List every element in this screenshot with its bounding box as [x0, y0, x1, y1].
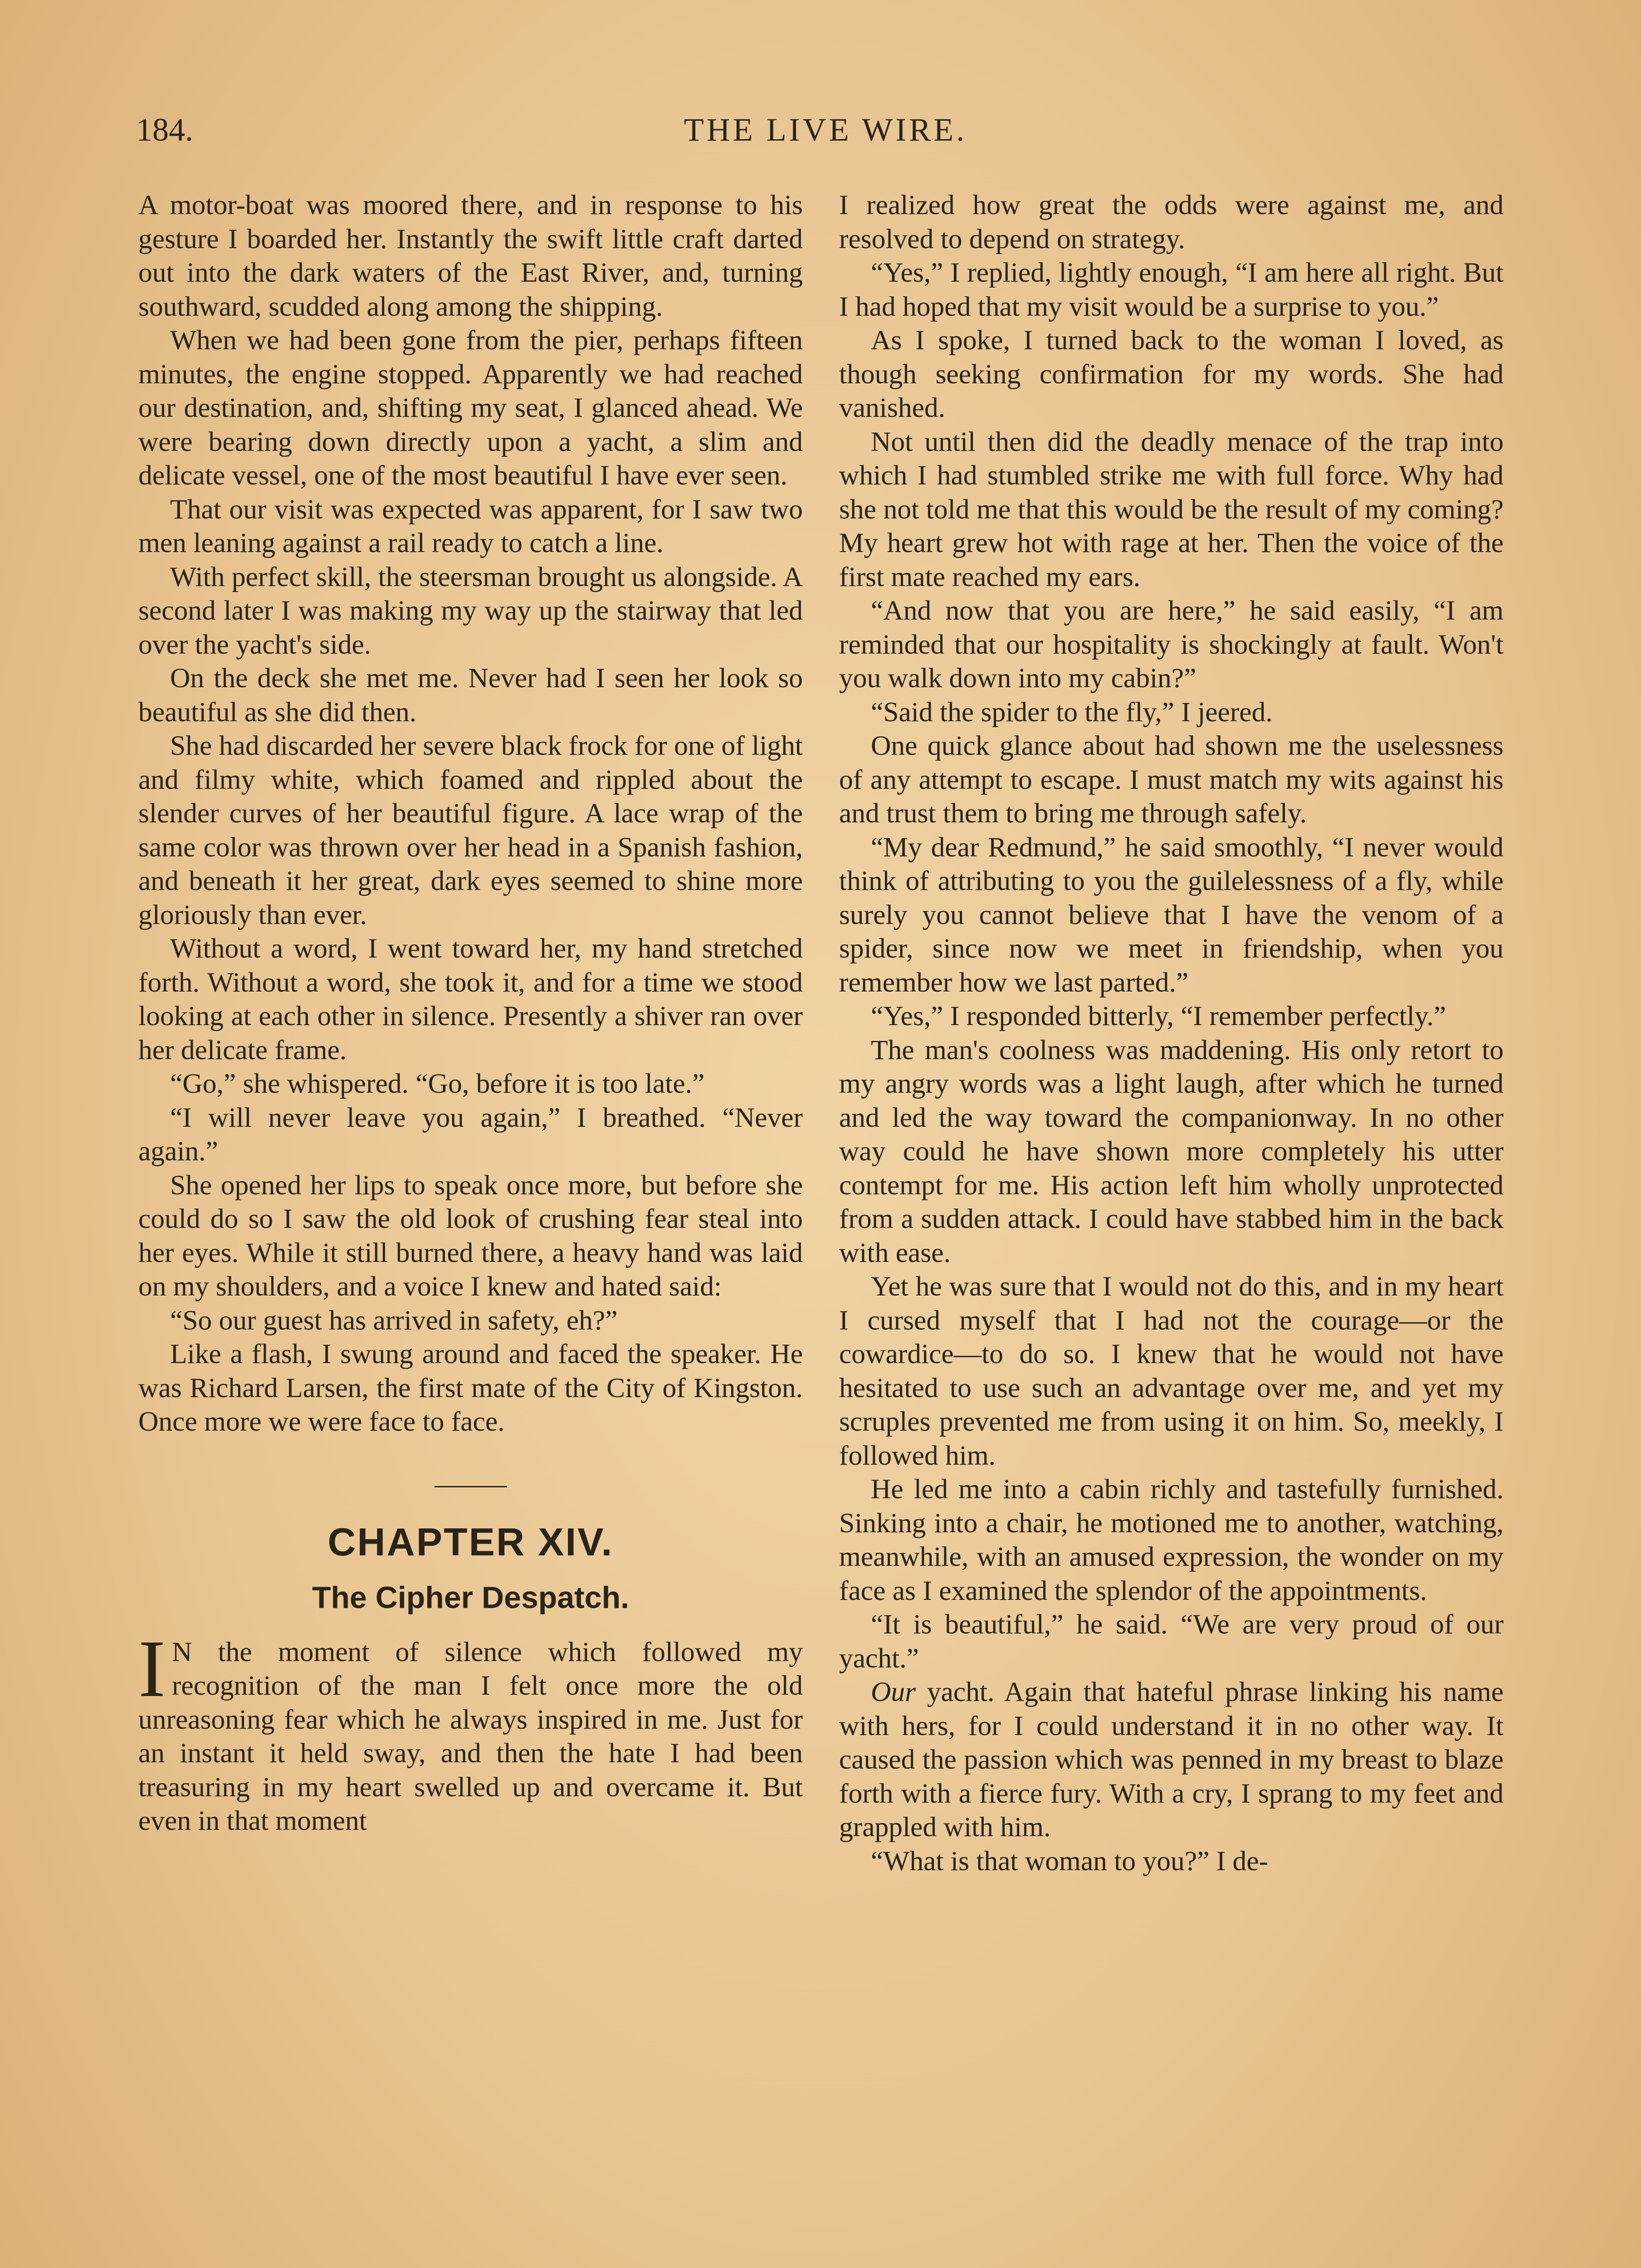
paragraph: On the deck she met me. Never had I seen her look so beautiful as she did then.	[138, 663, 803, 728]
paragraph: He led me into a cabin richly and tastefully furnished. Sinking into a chair, he motioned me to another, watching, meanwhile, with an amused expression, the wonder on my face as I examined the splendor of the appointments.	[839, 1474, 1504, 1606]
page-header	[136, 111, 1515, 166]
paragraph: A motor-boat was moored there, and in response to his gesture I boarded her. Instantly the swift little craft darted out into the dark waters of the East River, and, turning southward, scudded along among the shipping.	[138, 190, 803, 322]
paragraph: “Go,” she whispered. “Go, before it is too late.”	[170, 1068, 705, 1099]
running-title: THE LIVE WIRE.	[684, 112, 967, 148]
page-number: 184.	[136, 112, 193, 148]
paragraph: As I spoke, I turned back to the woman I loved, as though seeking confirmation for my words. She had vanished.	[839, 325, 1504, 423]
paragraph: With perfect skill, the steersman brought us alongside. A second later I was making my way up the stairway that led over the yacht's side.	[138, 561, 803, 660]
paragraph: She opened her lips to speak once more, but before she could do so I saw the old look of crushing fear steal into her eyes. While it still burned there, a heavy hand was laid on my shoulders, and a voice I knew and hated said:	[138, 1169, 803, 1302]
paragraph: “So our guest has arrived in safety, eh?”	[170, 1305, 618, 1336]
right-column	[839, 188, 1504, 1878]
paragraph: “I will never leave you again,” I breathed. “Never again.”	[138, 1102, 803, 1167]
left-column	[138, 188, 803, 1838]
paragraph: Without a word, I went toward her, my hand stretched forth. Without a word, she took it, and for a time we stood looking at each other in silence. Presently a shiver ran over her delicate frame.	[138, 933, 803, 1066]
paragraph: “Yes,” I responded bitterly, “I remember perfectly.”	[871, 1001, 1446, 1031]
paragraph: That our visit was expected was apparent, for I saw two men leaning against a rail ready to catch a line.	[138, 494, 803, 558]
paragraph: “My dear Redmund,” he said smoothly, “I never would think of attributing to you the guilelessness of a fly, while surely you cannot believe that I have the venom of a spider, since now we meet in friendship, when you remember how we last parted.”	[839, 831, 1504, 998]
paragraph-text: yacht. Again that hateful phrase linking his name with hers, for I could understand it in no other way. It caused the passion which was penned in my breast to blaze forth with a fierce fury. With a cry, I sprang to my feet and grappled with him.	[839, 1677, 1504, 1843]
paragraph-continuation: I realized how great the odds were against me, and resolved to depend on strategy.	[839, 190, 1504, 254]
paragraph: She had discarded her severe black frock for one of light and filmy white, which foamed and rippled about the slender curves of her beautiful figure. A lace wrap of the same color was thrown over her head in a Spanish fashion, and beneath it her great, dark eyes seemed to shine more gloriously than ever.	[138, 730, 803, 930]
paragraph: Yet he was sure that I would not do this, and in my heart I cursed myself that I had not the courage—or the cowardice—to do so. I knew that he would not have hesitated to use such an advantage over me, and yet my scruples prevented me from using it on him. So, meekly, I followed him.	[839, 1271, 1504, 1471]
drop-cap: I	[138, 1623, 166, 1714]
paragraph: “Yes,” I replied, lightly enough, “I am here all right. But I had hoped that my visit would be a surprise to you.”	[839, 257, 1504, 322]
chapter-subtitle: The Cipher Despatch.	[312, 1580, 630, 1615]
paragraph	[839, 1675, 1504, 1844]
paragraph: When we had been gone from the pier, perhaps fifteen minutes, the engine stopped. Apparently we had reached our destination, and, shifting my seat, I glanced ahead. We were bearing down directly upon a yacht, a slim and delicate vessel, one of the most beautiful I have ever seen.	[138, 325, 803, 491]
paragraph: “And now that you are here,” he said easily, “I am reminded that our hospitality is shockingly at fault. Won't you walk down into my cabin?”	[839, 595, 1504, 694]
paragraph: Like a flash, I swung around and faced the speaker. He was Richard Larsen, the first mate of the City of Kingston. Once more we were face to face.	[138, 1339, 803, 1437]
paragraph: “Said the spider to the fly,” I jeered.	[871, 696, 1273, 728]
paragraph: “It is beautiful,” he said. “We are very proud of our yacht.”	[839, 1609, 1504, 1674]
paragraph: Not until then did the deadly menace of the trap into which I had stumbled strike me with full force. Why had she not told me that this would be the result of my coming? My heart grew hot with rage at her. Then the voice of the first mate reached my ears.	[839, 426, 1504, 592]
paragraph: One quick glance about had shown me the uselessness of any attempt to escape. I must match my wits against his and trust them to bring me through safely.	[839, 730, 1504, 829]
italic-word: Our	[871, 1677, 916, 1707]
chapter-opening-paragraph	[138, 1623, 803, 1838]
section-divider	[435, 1486, 507, 1487]
chapter-heading: CHAPTER XIV.	[327, 1520, 614, 1564]
paragraph-final-line: “What is that woman to you?” I de-	[871, 1845, 1269, 1877]
paragraph: The man's coolness was maddening. His only retort to my angry words was a light laugh, after which he turned and led the way toward the companionway. In no other way could he have shown more completely his utter contempt for me. His action left him wholly unprotected from a sudden attack. I could have stabbed him in the back with ease.	[839, 1034, 1504, 1268]
chapter-opening-text: N the moment of silence which followed my recognition of the man I felt once more the old unreasoning fear which he always inspired in me. Just for an instant it held sway, and then the hate I had been treasuring in my heart swelled up and overcame it. But even in that moment	[138, 1636, 803, 1836]
